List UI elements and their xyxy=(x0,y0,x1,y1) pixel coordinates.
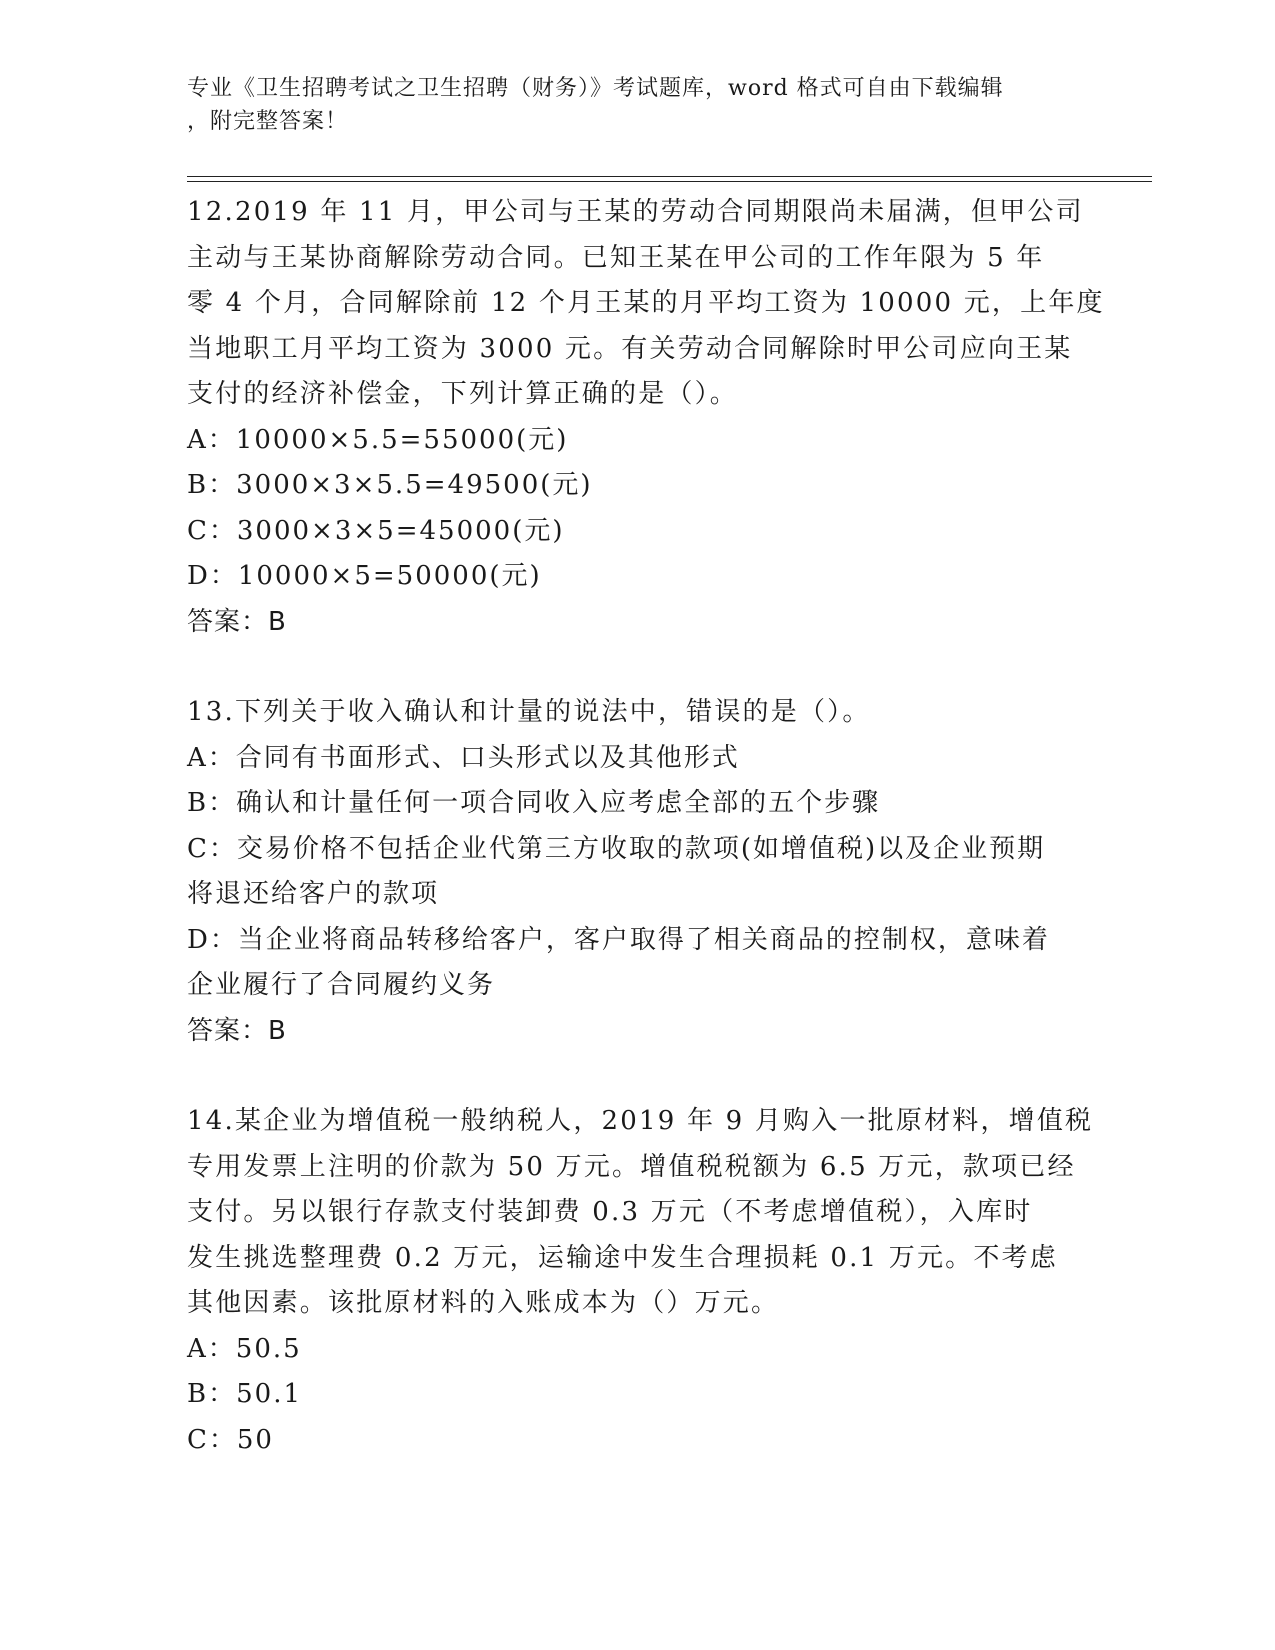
option-b: B：3000×3×5.5=49500(元) xyxy=(187,470,593,500)
question-13 xyxy=(187,690,1087,1054)
document-header xyxy=(187,72,1067,138)
question-text-line: 支付的经济补偿金，下列计算正确的是（）。 xyxy=(187,379,739,409)
option-b: B：50.1 xyxy=(187,1379,302,1409)
answer-label: 答案：B xyxy=(187,1015,287,1046)
answer-label: 答案：B xyxy=(187,606,287,637)
option-a: A：合同有书面形式、口头形式以及其他形式 xyxy=(187,742,740,773)
question-text-line: 13.下列关于收入确认和计量的说法中，错误的是（）。 xyxy=(187,697,871,727)
header-line-1: 专业《卫生招聘考试之卫生招聘（财务）》考试题库，word 格式可自由下载编辑 xyxy=(187,76,1004,101)
question-14 xyxy=(187,1099,1094,1463)
option-d xyxy=(187,918,1087,1009)
question-text-line: 12.2019 年 11 月，甲公司与王某的劳动合同期限尚未届满，但甲公司 xyxy=(187,197,1084,227)
question-spacer xyxy=(187,1054,1087,1099)
option-c-line-1: C：交易价格不包括企业代第三方收取的款项(如增值税)以及企业预期 xyxy=(187,833,1046,864)
question-text-line: 发生挑选整理费 0.2 万元，运输途中发生合理损耗 0.1 万元。不考虑 xyxy=(187,1242,1058,1273)
question-spacer xyxy=(187,645,1087,690)
question-text-line: 零 4 个月，合同解除前 12 个月王某的月平均工资为 10000 元，上年度 xyxy=(187,288,1105,318)
question-stem xyxy=(187,690,1087,736)
option-c: C：3000×3×5=45000(元) xyxy=(187,515,565,546)
question-text-line: 专用发票上注明的价款为 50 万元。增值税税额为 6.5 万元，款项已经 xyxy=(187,1151,1076,1182)
question-stem xyxy=(187,1099,1094,1327)
question-text-line: 当地职工月平均工资为 3000 元。有关劳动合同解除时甲公司应向王某 xyxy=(187,333,1073,364)
option-d: D：10000×5=50000(元) xyxy=(187,561,542,591)
header-line-2: ，附完整答案！ xyxy=(187,109,349,134)
question-text-line: 其他因素。该批原材料的入账成本为（）万元。 xyxy=(187,1288,780,1318)
question-text-line: 主动与王某协商解除劳动合同。已知王某在甲公司的工作年限为 5 年 xyxy=(187,242,1045,273)
question-list xyxy=(187,190,1105,1463)
option-a: A：10000×5.5=55000(元) xyxy=(187,424,569,455)
option-c: C：50 xyxy=(187,1424,274,1455)
header-divider-top xyxy=(187,176,1152,177)
option-c xyxy=(187,827,1087,918)
option-c-line-2: 将退还给客户的款项 xyxy=(187,879,440,909)
question-12 xyxy=(187,190,1105,645)
question-stem xyxy=(187,190,1105,418)
option-a: A：50.5 xyxy=(187,1333,302,1364)
option-b: B：确认和计量任何一项合同收入应考虑全部的五个步骤 xyxy=(187,788,881,818)
option-d-line-1: D：当企业将商品转移给客户，客户取得了相关商品的控制权，意味着 xyxy=(187,924,1050,955)
header-divider-bottom xyxy=(187,181,1152,182)
question-text-line: 支付。另以银行存款支付装卸费 0.3 万元（不考虑增值税），入库时 xyxy=(187,1197,1033,1227)
option-d-line-2: 企业履行了合同履约义务 xyxy=(187,970,496,1000)
question-text-line: 14.某企业为增值税一般纳税人，2019 年 9 月购入一批原材料，增值税 xyxy=(187,1106,1094,1136)
